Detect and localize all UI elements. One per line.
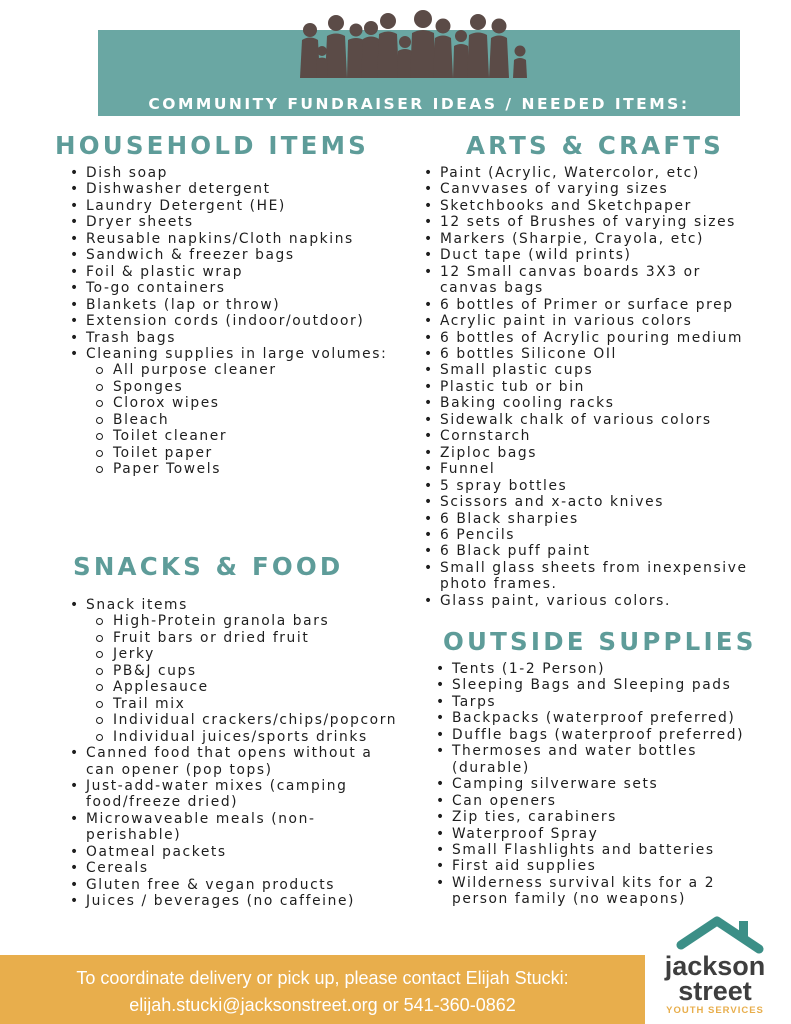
list-item: • Small Flashlights and batteries bbox=[434, 842, 744, 858]
list-item: • Extension cords (indoor/outdoor) bbox=[68, 313, 387, 329]
list-item: • 6 bottles Silicone OIl bbox=[422, 346, 748, 362]
list-item: • Just-add-water mixes (camping bbox=[68, 778, 397, 794]
list-item: • Sidewalk chalk of various colors bbox=[422, 412, 748, 428]
arts-list bbox=[422, 165, 748, 609]
list-item: • Funnel bbox=[422, 461, 748, 477]
list-item: • Thermoses and water bottles bbox=[434, 743, 744, 759]
list-item: • Small glass sheets from inexpensive bbox=[422, 560, 748, 576]
list-item: • 12 Small canvas boards 3X3 or bbox=[422, 264, 748, 280]
list-item: • Canvvases of varying sizes bbox=[422, 181, 748, 197]
contact-email-phone[interactable]: elijah.stucki@jacksonstreet.org or 541-360-0862 bbox=[129, 995, 516, 1015]
list-item: photo frames. bbox=[440, 576, 558, 593]
list-item: • Tarps bbox=[434, 694, 744, 710]
list-item: • Markers (Sharpie, Crayola, etc) bbox=[422, 231, 748, 247]
sub-list-item: Trail mix bbox=[68, 696, 397, 712]
list-item: • To-go containers bbox=[68, 280, 387, 296]
contact-line: To coordinate delivery or pick up, please contact Elijah Stucki: bbox=[76, 968, 569, 988]
list-item: • Dish soap bbox=[68, 165, 387, 181]
sub-list-item: PB&J cups bbox=[68, 663, 397, 679]
list-item: • Waterproof Spray bbox=[434, 826, 744, 842]
list-item: • Snack items bbox=[68, 597, 397, 613]
list-item: • Cereals bbox=[68, 860, 397, 876]
household-title: HOUSEHOLD ITEMS bbox=[55, 131, 370, 160]
list-item: • Glass paint, various colors. bbox=[422, 593, 748, 609]
house-roof-icon bbox=[675, 915, 765, 955]
list-item: • First aid supplies bbox=[434, 858, 744, 874]
sub-list-item: High-Protein granola bars bbox=[68, 613, 397, 629]
list-item: • Oatmeal packets bbox=[68, 844, 397, 860]
list-item: • Juices / beverages (no caffeine) bbox=[68, 893, 397, 909]
sub-list-item: Individual crackers/chips/popcorn bbox=[68, 712, 397, 728]
logo-subtitle: YOUTH SERVICES bbox=[666, 1005, 764, 1016]
list-item: • Cornstarch bbox=[422, 428, 748, 444]
list-item: • 12 sets of Brushes of varying sizes bbox=[422, 214, 748, 230]
snacks-list bbox=[68, 597, 397, 910]
list-item: • Scissors and x-acto knives bbox=[422, 494, 748, 510]
contact-footer bbox=[0, 955, 645, 1024]
list-item: • Dryer sheets bbox=[68, 214, 387, 230]
list-item: • 6 bottles of Primer or surface prep bbox=[422, 297, 748, 313]
list-item: • Canned food that opens without a bbox=[68, 745, 397, 761]
list-item: • Dishwasher detergent bbox=[68, 181, 387, 197]
sub-list-item: Toilet cleaner bbox=[68, 428, 387, 444]
list-item: • Laundry Detergent (HE) bbox=[68, 198, 387, 214]
list-item: • Sleeping Bags and Sleeping pads bbox=[434, 677, 744, 693]
list-item: • 6 bottles of Acrylic pouring medium bbox=[422, 330, 748, 346]
logo-word-street: street bbox=[678, 976, 752, 1006]
list-item: • Acrylic paint in various colors bbox=[422, 313, 748, 329]
list-item: • Camping silverware sets bbox=[434, 776, 744, 792]
sub-list-item: Clorox wipes bbox=[68, 395, 387, 411]
list-item: • Foil & plastic wrap bbox=[68, 264, 387, 280]
list-item: • Cleaning supplies in large volumes: bbox=[68, 346, 387, 362]
list-item: • Tents (1-2 Person) bbox=[434, 661, 744, 677]
list-item: (durable) bbox=[452, 759, 530, 776]
list-item: canvas bags bbox=[440, 280, 544, 297]
jackson-street-logo bbox=[650, 915, 780, 1020]
list-item: • 6 Black puff paint bbox=[422, 543, 748, 559]
list-item: • Trash bags bbox=[68, 330, 387, 346]
list-item: • Zip ties, carabiners bbox=[434, 809, 744, 825]
outside-list bbox=[434, 661, 744, 908]
list-item: • Reusable napkins/Cloth napkins bbox=[68, 231, 387, 247]
list-item: • Backpacks (waterproof preferred) bbox=[434, 710, 744, 726]
list-item: perishable) bbox=[86, 827, 182, 844]
list-item: • Sketchbooks and Sketchpaper bbox=[422, 198, 748, 214]
household-list bbox=[68, 165, 387, 478]
list-item: • Ziploc bags bbox=[422, 445, 748, 461]
list-item: • Baking cooling racks bbox=[422, 395, 748, 411]
page-title: COMMUNITY FUNDRAISER IDEAS / NEEDED ITEMS: bbox=[148, 95, 690, 113]
sub-list-item: Bleach bbox=[68, 412, 387, 428]
list-item: • Duct tape (wild prints) bbox=[422, 247, 748, 263]
sub-list-item: Paper Towels bbox=[68, 461, 387, 477]
people-silhouettes-icon bbox=[296, 6, 532, 80]
sub-list-item: Fruit bars or dried fruit bbox=[68, 630, 397, 646]
list-item: • Can openers bbox=[434, 793, 744, 809]
list-item: • Paint (Acrylic, Watercolor, etc) bbox=[422, 165, 748, 181]
sub-list-item: Jerky bbox=[68, 646, 397, 662]
list-item: • Sandwich & freezer bags bbox=[68, 247, 387, 263]
arts-title: ARTS & CRAFTS bbox=[466, 131, 725, 160]
list-item: • Small plastic cups bbox=[422, 362, 748, 378]
sub-list-item: Toilet paper bbox=[68, 445, 387, 461]
list-item: • Wilderness survival kits for a 2 bbox=[434, 875, 744, 891]
list-item: person family (no weapons) bbox=[452, 891, 686, 908]
list-item: • Microwaveable meals (non- bbox=[68, 811, 397, 827]
list-item: • 6 Pencils bbox=[422, 527, 748, 543]
snacks-title: SNACKS & FOOD bbox=[73, 552, 344, 581]
list-item: • 5 spray bottles bbox=[422, 478, 748, 494]
list-item: • 6 Black sharpies bbox=[422, 511, 748, 527]
list-item: food/freeze dried) bbox=[86, 794, 239, 811]
list-item: can opener (pop tops) bbox=[86, 761, 273, 778]
logo-word-jackson: jackson bbox=[664, 951, 766, 981]
list-item: • Duffle bags (waterproof preferred) bbox=[434, 727, 744, 743]
list-item: • Gluten free & vegan products bbox=[68, 877, 397, 893]
sub-list-item: Applesauce bbox=[68, 679, 397, 695]
outside-title: OUTSIDE SUPPLIES bbox=[443, 627, 757, 656]
list-item: • Plastic tub or bin bbox=[422, 379, 748, 395]
sub-list-item: All purpose cleaner bbox=[68, 362, 387, 378]
sub-list-item: Sponges bbox=[68, 379, 387, 395]
list-item: • Blankets (lap or throw) bbox=[68, 297, 387, 313]
sub-list-item: Individual juices/sports drinks bbox=[68, 729, 397, 745]
